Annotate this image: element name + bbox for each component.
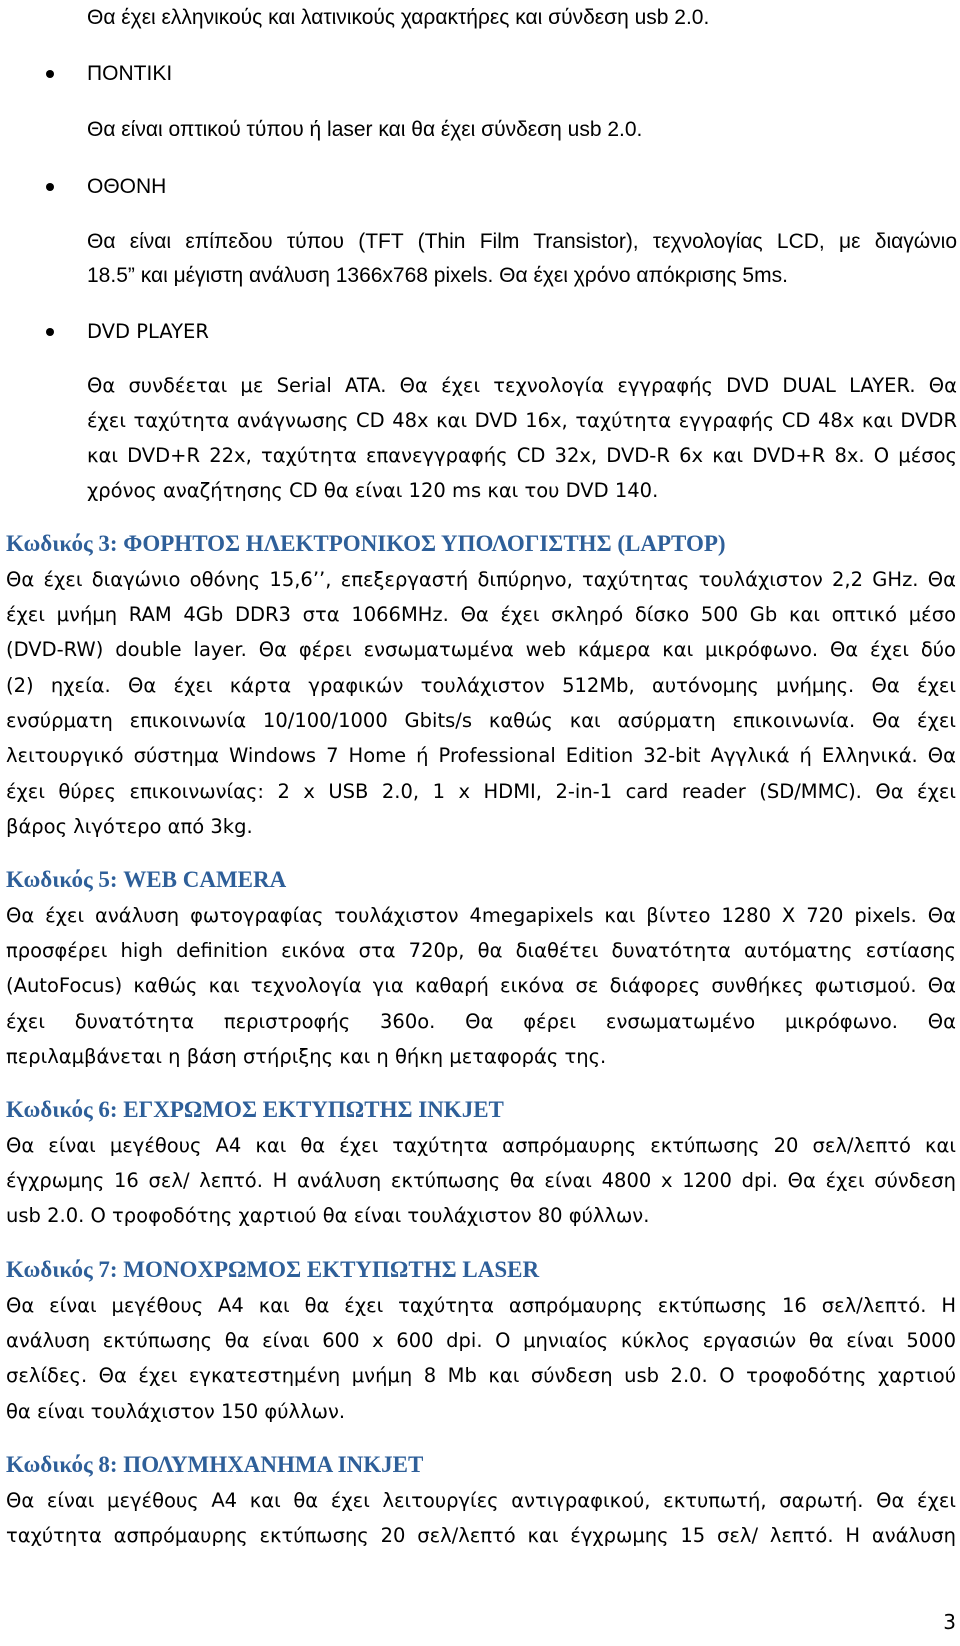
item-title-dvd: DVD PLAYER xyxy=(87,320,209,343)
section-text-line: θα είναι τουλάχιστον 150 φύλλων. xyxy=(6,1400,346,1423)
section-text-line: ταχύτητα ασπρόμαυρης εκτύπωσης 20 σελ/λεπτό και έγχρωμης 15 σελ/ λεπτό. Η ανάλυση xyxy=(6,1524,956,1547)
section-heading-laptop: Κωδικός 3: ΦΟΡΗΤΟΣ ΗΛΕΚΤΡΟΝΙΚΟΣ ΥΠΟΛΟΓΙΣΤΗΣ (LAPTOP) xyxy=(6,531,726,556)
section-text-line: (DVD-RW) double layer. Θα φέρει ενσωματωμένα web κάμερα και μικρόφωνο. Θα έχει δύο xyxy=(6,638,956,661)
section-text-line: ενσύρματη επικοινωνία 10/100/1000 Gbits/s καθώς και ασύρματη επικοινωνία. Θα έχει xyxy=(6,709,956,732)
item-title-monitor: ΟΘΟΝΗ xyxy=(87,175,167,198)
section-text-line: ανάλυση εκτύπωσης θα είναι 600 x 600 dpi. Ο μηνιαίος κύκλος εργασιών θα είναι 5000 xyxy=(6,1329,956,1352)
section-text-line: προσφέρει high definition εικόνα στα 720p, θα διαθέτει δυνατότητα αυτόματης εστίασης xyxy=(6,939,956,962)
item-text-dvd-line: έχει ταχύτητα ανάγνωσης CD 48x και DVD 16x, ταχύτητα εγγραφής CD 48x και DVDR xyxy=(87,409,957,432)
section-text-line: περιλαμβάνεται η βάση στήριξης και η θήκη μεταφοράς της. xyxy=(6,1045,607,1068)
section-text-line: έχει δυνατότητα περιστροφής 360ο. Θα φέρει ενσωματωμένο μικρόφωνο. Θα xyxy=(6,1010,956,1033)
section-text-line: Θα έχει διαγώνιο οθόνης 15,6’’, επεξεργαστή διπύρηνο, ταχύτητας τουλάχιστον 2,2 GHz. Θα xyxy=(6,568,956,591)
bullet-icon xyxy=(46,183,54,191)
section-text-line: σελίδες. Θα έχει εγκατεστημένη μνήμη 8 Mb και σύνδεση usb 2.0. Ο τροφοδότης χαρτιού xyxy=(6,1364,956,1387)
section-text-line: λειτουργικό σύστημα Windows 7 Home ή Professional Edition 32-bit Αγγλικά ή Ελληνικά. Θα xyxy=(6,744,956,767)
keyboard-description: Θα έχει ελληνικούς και λατινικούς χαρακτήρες και σύνδεση usb 2.0. xyxy=(87,6,710,29)
section-text-line: Θα είναι μεγέθους Α4 και θα έχει ταχύτητα ασπρόμαυρης εκτύπωσης 16 σελ/λεπτό. Η xyxy=(6,1294,956,1317)
section-text-line: έχει μνήμη RAM 4Gb DDR3 στα 1066MHz. Θα έχει σκληρό δίσκο 500 Gb και οπτικό μέσο xyxy=(6,603,956,626)
section-text-line: έχει θύρες επικοινωνίας: 2 x USB 2.0, 1 x HDMI, 2-in-1 card reader (SD/MMC). Θα έχει xyxy=(6,780,956,803)
item-text-monitor-line: Θα είναι επίπεδου τύπου (TFT (Thin Film Transistor), τεχνολογίας LCD, με διαγώνιο xyxy=(87,230,957,253)
bullet-icon xyxy=(46,70,54,78)
item-title-mouse: ΠΟΝΤΙΚΙ xyxy=(87,62,173,85)
section-text-line: Θα είναι μεγέθους Α4 και θα έχει λειτουργίες αντιγραφικού, εκτυπωτή, σαρωτή. Θα έχει xyxy=(6,1489,956,1512)
section-text-line: βάρος λιγότερο από 3kg. xyxy=(6,815,253,838)
section-text-line: έγχρωμης 16 σελ/ λεπτό. Η ανάλυση εκτύπωσης θα είναι 4800 x 1200 dpi. Θα έχει σύνδεση xyxy=(6,1169,956,1192)
page-number: 3 xyxy=(943,1610,956,1634)
item-text-dvd-line: χρόνος αναζήτησης CD θα είναι 120 ms και του DVD 140. xyxy=(87,479,659,502)
section-text-line: Θα είναι μεγέθους Α4 και θα έχει ταχύτητα ασπρόμαυρης εκτύπωσης 20 σελ/λεπτό και xyxy=(6,1134,956,1157)
section-text-line: Θα έχει ανάλυση φωτογραφίας τουλάχιστον 4megapixels και βίντεο 1280 X 720 pixels. Θα xyxy=(6,904,956,927)
item-text-dvd-line: και DVD+R 22x, ταχύτητα επανεγγραφής CD 32x, DVD-R 6x και DVD+R 8x. Ο μέσος xyxy=(87,444,957,467)
section-heading-webcam: Κωδικός 5: WEB CAMERA xyxy=(6,867,287,892)
section-heading-color-printer: Κωδικός 6: ΕΓΧΡΩΜΟΣ ΕΚΤΥΠΩΤΗΣ INKJET xyxy=(6,1097,504,1122)
section-heading-laser-printer: Κωδικός 7: ΜΟΝΟΧΡΩΜΟΣ ΕΚΤΥΠΩΤΗΣ LASER xyxy=(6,1257,540,1282)
bullet-icon xyxy=(46,328,54,336)
section-text-line: usb 2.0. Ο τροφοδότης χαρτιού θα είναι τουλάχιστον 80 φύλλων. xyxy=(6,1204,650,1227)
section-text-line: (AutoFocus) καθώς και τεχνολογία για καθαρή εικόνα σε διάφορες συνθήκες φωτισμού. Θα xyxy=(6,974,956,997)
section-text-line: (2) ηχεία. Θα έχει κάρτα γραφικών τουλάχιστον 512Mb, αυτόνομης μνήμης. Θα έχει xyxy=(6,674,956,697)
item-text-monitor-line: 18.5” και μέγιστη ανάλυση 1366x768 pixels. Θα έχει χρόνο απόκρισης 5ms. xyxy=(87,264,788,287)
section-heading-multifunction: Κωδικός 8: ΠΟΛΥΜΗΧΑΝΗΜΑ INKJET xyxy=(6,1452,424,1477)
item-text-mouse: Θα είναι οπτικού τύπου ή laser και θα έχει σύνδεση usb 2.0. xyxy=(87,118,643,141)
item-text-dvd-line: Θα συνδέεται με Serial ATA. Θα έχει τεχνολογία εγγραφής DVD DUAL LAYER. Θα xyxy=(87,374,957,397)
